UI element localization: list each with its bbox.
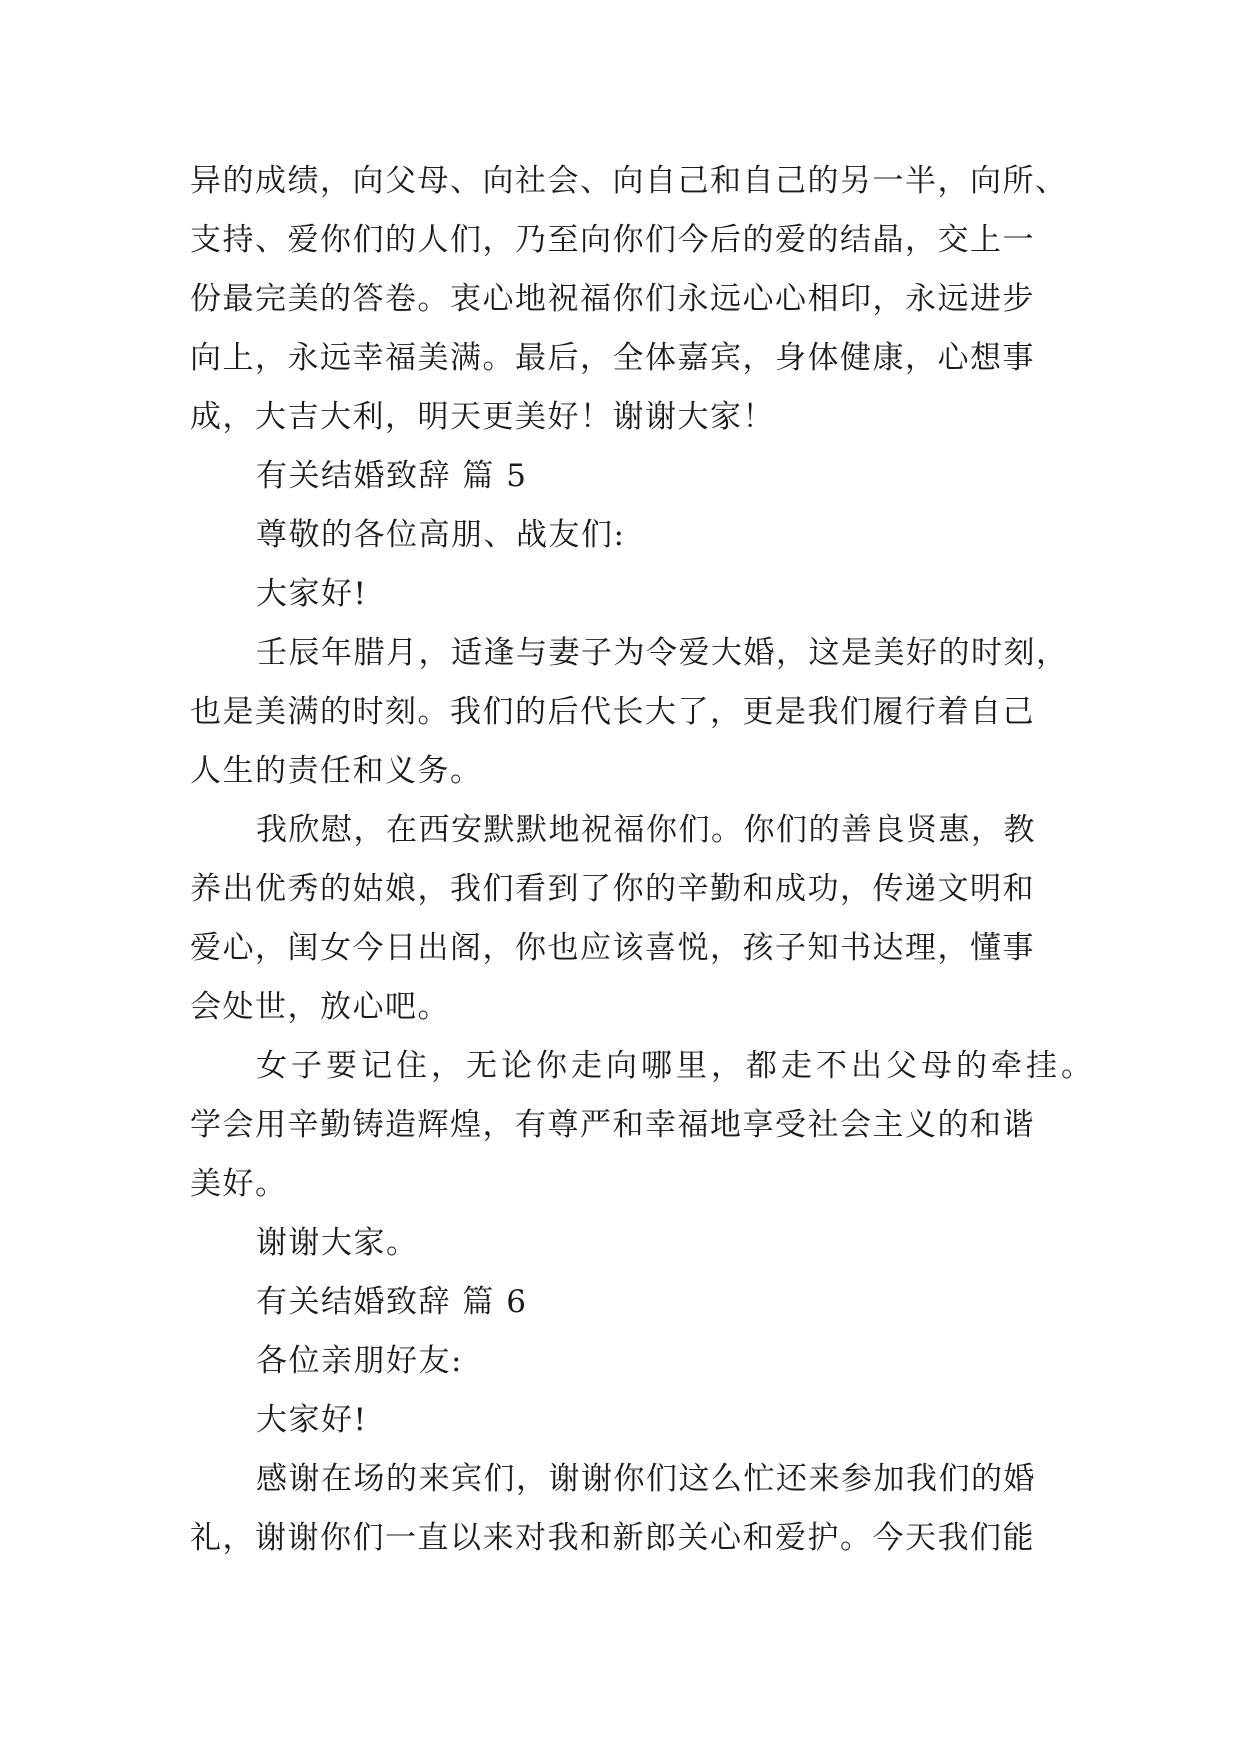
document-body: [190, 152, 1096, 1568]
section-heading: 有关结婚致辞 篇 5: [256, 458, 528, 494]
greeting: 大家好!: [256, 1402, 368, 1438]
greeting: 大家好!: [256, 576, 368, 612]
paragraph-line: 学会用辛勤铸造辉煌，有尊严和幸福地享受社会主义的和谐: [190, 1107, 1035, 1143]
paragraph-line: 支持、爱你们的人们，乃至向你们今后的爱的结晶，交上一: [190, 222, 1035, 258]
paragraph-line: 异的成绩，向父母、向社会、向自己和自己的另一半，向所、: [190, 163, 1068, 199]
paragraph-line: 养出优秀的姑娘，我们看到了你的辛勤和成功，传递文明和: [190, 871, 1035, 907]
paragraph-line: 我欣慰，在西安默默地祝福你们。你们的善良贤惠，教: [256, 812, 1036, 848]
section-heading: 有关结婚致辞 篇 6: [256, 1284, 528, 1320]
salutation: 尊敬的各位高朋、战友们:: [256, 517, 626, 553]
paragraph-line: 会处世，放心吧。: [190, 989, 450, 1025]
paragraph-line: 成，大吉大利，明天更美好！谢谢大家！: [190, 399, 775, 435]
closing-thanks: 谢谢大家。: [256, 1225, 419, 1261]
paragraph-line: 女子要记住，无论你走向哪里，都走不出父母的牵挂。: [256, 1048, 1096, 1084]
paragraph-line: 礼，谢谢你们一直以来对我和新郎关心和爱护。今天我们能: [190, 1520, 1035, 1556]
paragraph-line: 美好。: [190, 1166, 288, 1202]
paragraph-line: 向上，永远幸福美满。最后，全体嘉宾，身体健康，心想事: [190, 340, 1035, 376]
salutation: 各位亲朋好友:: [256, 1343, 463, 1379]
paragraph-line: 人生的责任和义务。: [190, 753, 483, 789]
paragraph-line: 爱心，闺女今日出阁，你也应该喜悦，孩子知书达理，懂事: [190, 930, 1035, 966]
paragraph-line: 壬辰年腊月，适逢与妻子为令爱大婚，这是美好的时刻，: [256, 635, 1069, 671]
paragraph-line: 感谢在场的来宾们，谢谢你们这么忙还来参加我们的婚: [256, 1461, 1036, 1497]
paragraph-line: 份最完美的答卷。衷心地祝福你们永远心心相印，永远进步: [190, 281, 1035, 317]
paragraph-line: 也是美满的时刻。我们的后代长大了，更是我们履行着自己: [190, 694, 1035, 730]
